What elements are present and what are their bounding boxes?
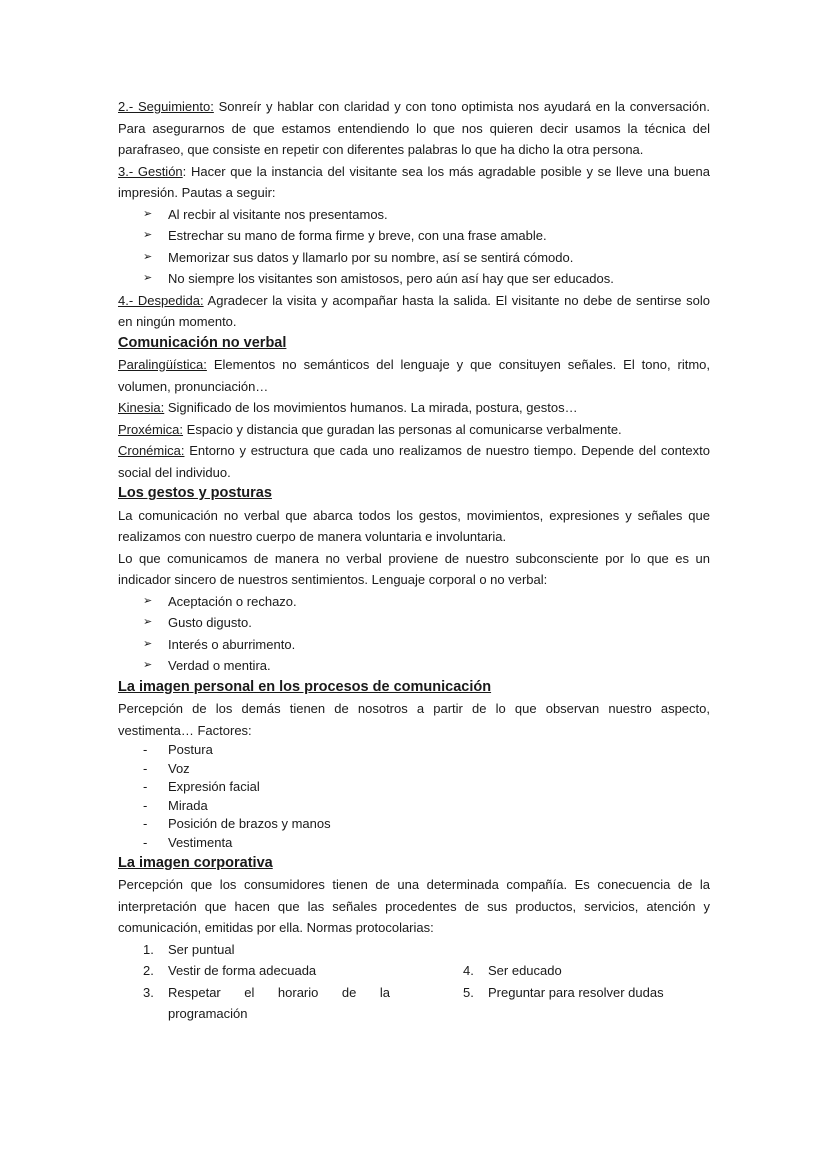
list-item: ➢ Memorizar sus datos y llamarlo por su nombre, así se sentirá cómodo. (143, 247, 710, 269)
gestos-paragraph-1: La comunicación no verbal que abarca todos los gestos, movimientos, expresiones y señales que realizamos con nuestro cuerpo de manera voluntaria e involuntaria. (118, 507, 710, 544)
term-paragraph: Cronémica: Entorno y estructura que cada uno realizamos de nuestro tiempo. Depende del contexto social del individuo. (118, 443, 710, 480)
heading-no-verbal: Comunicación no verbal (118, 334, 287, 351)
seguimiento-paragraph: 2.- Seguimiento: Sonreír y hablar con claridad y con tono optimista nos ayudará en la conversación. Para asegurarnos de que estamos entendiendo lo que nos quieren decir usamos la técnica del parafraseo, que consiste en repetir con diferentes palabras lo que ha dicho la otra persona. (118, 99, 711, 157)
dash-bullet-icon: - (143, 797, 148, 813)
dash-bullet-icon: - (143, 760, 148, 776)
gestion-list (118, 204, 710, 290)
dash-bullet-icon: - (143, 779, 148, 795)
arrow-bullet-icon: ➢ (143, 659, 153, 671)
gestion-paragraph: 3.- Gestión: Hacer que la instancia del visitante sea los más agradable posible y se lleve una buena impresión. Pautas a seguir: (118, 163, 710, 200)
heading-imagen-personal: La imagen personal en los procesos de comunicación (118, 678, 492, 695)
seguimiento-label: 2.- Seguimiento: (118, 99, 214, 114)
factores-list (118, 741, 710, 853)
heading-gestos: Los gestos y posturas (118, 485, 272, 501)
arrow-bullet-icon: ➢ (143, 637, 153, 650)
list-item: 5. Preguntar para resolver dudas (463, 984, 664, 1000)
heading-imagen-corporativa: La imagen corporativa (118, 854, 273, 871)
arrow-bullet-icon: ➢ (143, 250, 153, 263)
list-item: - Postura (143, 741, 710, 760)
list-item: 3. Respetar el horario de la programación (143, 984, 390, 1022)
imagen-personal-paragraph: Percepción de los demás tienen de nosotros a partir de lo que observan nuestro aspecto, vestimenta… Factores: (118, 701, 710, 738)
list-item: ➢ Al recbir al visitante nos presentamos. (143, 204, 710, 226)
arrow-bullet-icon: ➢ (143, 207, 153, 220)
document-page (118, 96, 710, 1025)
list-item: 2. Vestir de forma adecuada (143, 963, 317, 979)
list-item: ➢ Estrechar su mano de forma firme y breve, con una frase amable. (143, 225, 710, 247)
despedida-label: 4.- Despedida: (118, 292, 204, 308)
list-item: - Mirada (143, 797, 710, 816)
arrow-bullet-icon: ➢ (143, 594, 153, 607)
list-item: 4. Ser educado (463, 963, 562, 979)
term-paragraph: Paralingüística: Elementos no semánticos del lenguaje y que consituyen señales. El tono, ritmo, volumen, pronunciación… (118, 357, 710, 394)
list-item: ➢ No siempre los visitantes son amistosos, pero aún así hay que ser educados. (143, 268, 710, 290)
arrow-bullet-icon: ➢ (143, 272, 153, 284)
list-item: ➢ Interés o aburrimento. (143, 634, 710, 656)
list-item: - Voz (143, 760, 710, 779)
gestos-paragraph-2: Lo que comunicamos de manera no verbal proviene de nuestro subconsciente por lo que es un indicador sincero de nuestros sentimientos. Lenguaje corporal o no verbal: (118, 550, 710, 587)
list-item: - Expresión facial (143, 778, 710, 797)
arrow-bullet-icon: ➢ (143, 229, 153, 241)
despedida-paragraph: 4.- Despedida: Agradecer la visita y acompañar hasta la salida. El visitante no debe de sentirse solo en ningún momento. (118, 292, 710, 329)
list-item: 1. Ser puntual (143, 941, 235, 957)
gestos-list (118, 591, 710, 677)
list-item: - Posición de brazos y manos (143, 815, 710, 834)
arrow-bullet-icon: ➢ (143, 616, 153, 628)
list-item: ➢ Verdad o mentira. (143, 655, 710, 677)
dash-bullet-icon: - (143, 742, 148, 757)
imagen-corporativa-paragraph: Percepción que los consumidores tienen de una determinada compañía. Es conecuencia de la interpretación que hacen que las señales procedentes de sus productos, servicios, atención y comunicación, emitidas por ella. Normas protocolarias: (118, 877, 710, 936)
list-item: ➢ Gusto digusto. (143, 612, 710, 634)
list-item: - Vestimenta (143, 834, 710, 853)
list-item: ➢ Aceptación o rechazo. (143, 591, 710, 613)
dash-bullet-icon: - (143, 834, 148, 850)
gestion-label: 3.- Gestión (118, 163, 183, 179)
normas-list (118, 939, 710, 1025)
term-paragraph: Proxémica: Espacio y distancia que guradan las personas al comunicarse verbalmente. (118, 421, 622, 437)
dash-bullet-icon: - (143, 816, 148, 832)
term-paragraph: Kinesia: Significado de los movimientos humanos. La mirada, postura, gestos… (118, 400, 578, 415)
